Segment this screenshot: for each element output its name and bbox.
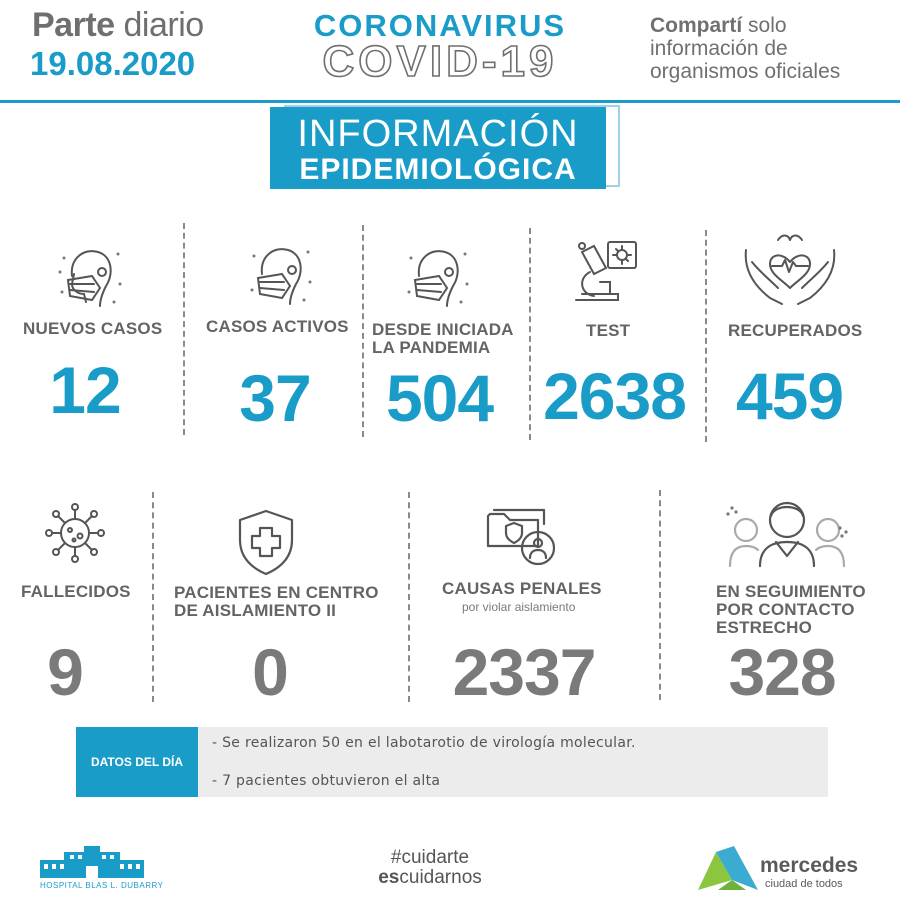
hashtag-line1: #cuidarte — [390, 847, 470, 868]
banner-line2: EPIDEMIOLÓGICA — [299, 153, 577, 186]
people-contact-icon — [722, 494, 852, 570]
stat-sublabel: por violar aislamiento — [462, 600, 576, 614]
shield-cross-icon — [236, 508, 296, 576]
row1-divider — [183, 223, 185, 435]
heart-hands-icon — [742, 232, 838, 308]
microscope-icon — [572, 238, 642, 308]
row1-divider — [362, 225, 364, 437]
stat-label — [372, 321, 514, 357]
stat-value-casos-activos: 37 — [239, 361, 311, 435]
row2-divider — [408, 492, 410, 702]
report-title — [32, 6, 204, 45]
stat-label-line: DESDE INICIADA — [372, 320, 514, 339]
case-folder-icon — [484, 506, 562, 568]
hospital-logo-icon — [40, 846, 144, 880]
share-rest: solo — [748, 14, 787, 37]
hashtag-rest: cuidarnos — [399, 867, 482, 888]
covid-19-text: COVID-19 — [322, 37, 558, 86]
report-title-light: diario — [123, 6, 204, 44]
share-line2: información de — [650, 37, 788, 60]
stat-label-line: LA PANDEMIA — [372, 338, 491, 357]
stat-label — [716, 583, 866, 637]
stat-value-nuevos-casos: 12 — [49, 353, 121, 427]
stat-value-pandemia: 504 — [385, 361, 494, 435]
row1-divider — [529, 228, 531, 440]
stat-label: TEST — [586, 321, 631, 340]
mercedes-logo-icon — [698, 846, 758, 890]
hospital-name: HOSPITAL BLAS L. DUBARRY — [40, 881, 164, 890]
stat-label: RECUPERADOS — [728, 321, 863, 340]
info-banner — [270, 107, 606, 189]
stat-label-line: DE AISLAMIENTO II — [174, 601, 337, 620]
daily-data-label: DATOS DEL DÍA — [76, 727, 198, 797]
stat-value-causas-penales: 2337 — [452, 635, 596, 709]
stat-label-line: POR CONTACTO — [716, 600, 855, 619]
masked-face-icon — [56, 240, 126, 310]
report-date: 19.08.2020 — [30, 45, 196, 82]
virus-icon — [42, 500, 108, 566]
city-tagline: ciudad de todos — [765, 878, 843, 890]
coronavirus-title: CORONAVIRUS — [313, 8, 567, 43]
stat-value-fallecidos: 9 — [47, 635, 83, 709]
header-divider — [0, 100, 900, 103]
masked-face-icon — [246, 238, 316, 308]
covid-19-title — [300, 36, 580, 86]
hashtag-bold: es — [378, 867, 400, 888]
stat-label-line: ESTRECHO — [716, 618, 813, 637]
row1-divider — [705, 230, 707, 442]
stat-label: FALLECIDOS — [21, 582, 131, 601]
share-notice — [650, 14, 840, 83]
daily-data-line: - Se realizaron 50 en el labotarotio de virología molecular. — [212, 735, 636, 751]
stat-value-seguimiento: 328 — [728, 635, 836, 709]
hashtag-line2 — [360, 868, 500, 888]
share-bold: Compartí — [650, 14, 743, 37]
stat-label: CAUSAS PENALES — [442, 579, 602, 598]
report-title-bold: Parte — [32, 6, 115, 44]
stat-label-line: EN SEGUIMIENTO — [716, 582, 866, 601]
share-line3: organismos oficiales — [650, 60, 841, 83]
city-name: mercedes — [760, 854, 859, 877]
daily-data-line: - 7 pacientes obtuvieron el alta — [212, 773, 441, 789]
stat-value-recuperados: 459 — [735, 359, 844, 433]
banner-line1: INFORMACIÓN — [297, 113, 579, 155]
stat-label-line: PACIENTES EN CENTRO — [174, 583, 379, 602]
stat-label: NUEVOS CASOS — [23, 319, 163, 338]
stat-label: CASOS ACTIVOS — [206, 317, 349, 336]
masked-face-icon — [403, 240, 473, 310]
stat-label — [174, 584, 379, 620]
row2-divider — [152, 492, 154, 702]
stat-value-test: 2638 — [543, 359, 686, 433]
row2-divider — [659, 490, 661, 700]
hashtag — [360, 848, 500, 888]
stat-value-aislamiento: 0 — [252, 635, 288, 709]
